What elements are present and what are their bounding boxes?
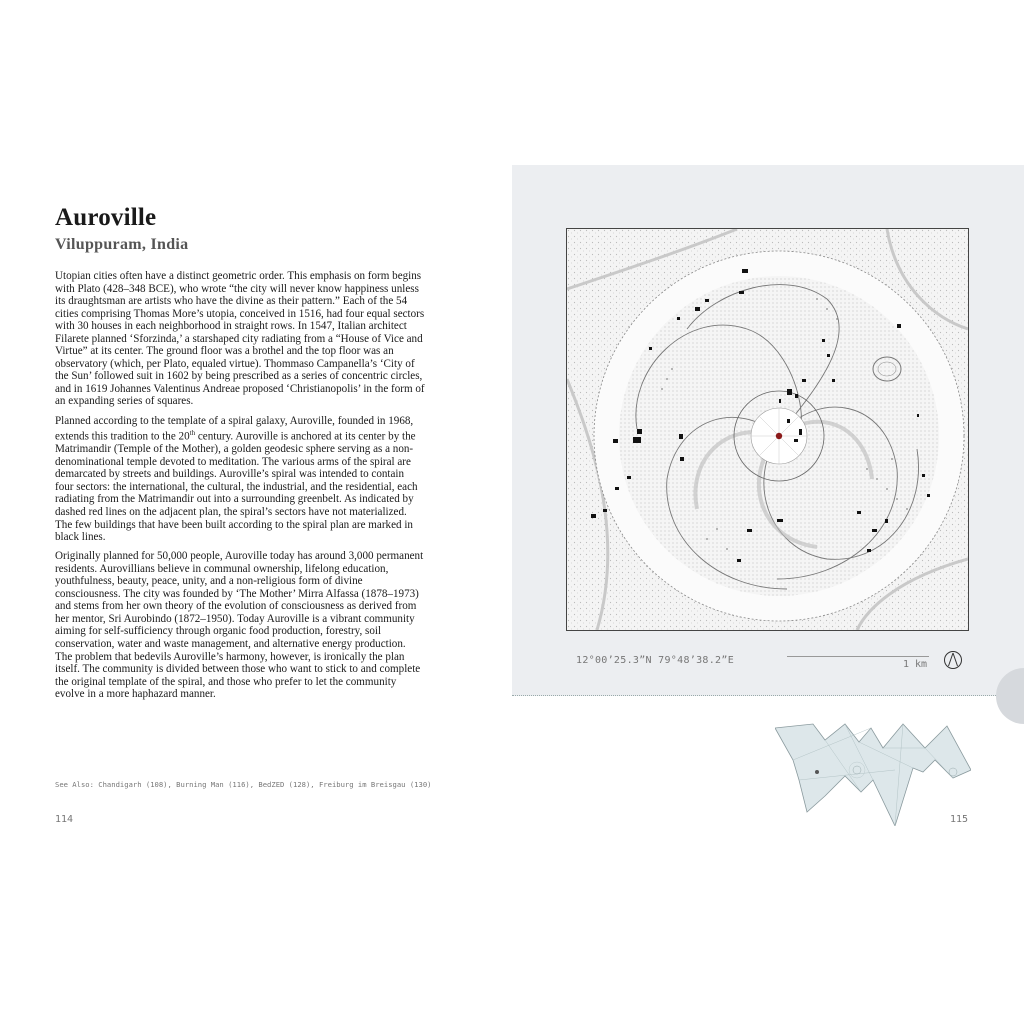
ordinal-suffix: th: [189, 429, 196, 438]
world-locator-map: [775, 720, 971, 826]
paragraph-2-end: century. Auroville is anchored at its center by the Matrimandir (Temple of the Mother), a golden geodesic sphere serving as a non-denominational temple devoted to meditation. The various arms of the spiral are demarcated by streets and buildings. Auroville’s spiral was intended to contain four sectors: the international, the cultural, the industrial, and the residential, each radiating from the Matrimandir out into a surrounding greenbelt. As indicated by dashed red lines on the adjacent plan, the spiral’s sectors have not materialized. The few buildings that have been built according to the spiral plan are marked in black lines.: [55, 430, 418, 544]
scale-bar: [787, 656, 929, 657]
page-number-right: 115: [950, 814, 969, 825]
paragraph-3: Originally planned for 50,000 people, Auroville today has around 3,000 permanent residents. Aurovillians believe in communal ownership, lifelong education, youthfulness, beauty, peace, unity, and a non-religious form of divine consciousness. The city was founded by ‘The Mother’ Mirra Alfassa (1878–1973) and stems from her own theory of the evolution of consciousness as derived from her mentor, Sri Aurobindo (1872–1950). Today Auroville is a vibrant community aiming for self-sufficiency through organic food production, forestry, soil conservation, water and waste management, and alternative energy production. The problem that bedevils Auroville’s harmony, however, is ironically the plan itself. The community is divided between those who want to stick to and complete the original template of the spiral, and those who prefer to let the community evolve in a more haphazard manner.: [55, 550, 424, 701]
matrimandir-marker: [776, 433, 782, 439]
page-subtitle: Viluppuram, India: [55, 236, 189, 253]
location-marker: [815, 770, 819, 774]
map-coordinates: 12°00’25.3”N 79°48’38.2”E: [576, 655, 735, 666]
paragraph-2-start: Planned according to the template of a spiral galaxy, Auroville, founded in 1968, extends this tradition to the 20: [55, 414, 414, 443]
paragraph-1: Utopian cities often have a distinct geometric order. This emphasis on form begins with Plato (428–348 BCE), who wrote “the city will never know happiness unless its draughtsman are artists who have the divine as their pattern.” Each of the 54 cities comprising Thomas More’s utopia, conceived in 1516, had four equal sectors with 30 houses in each neighborhood in straight rows. In 1547, Italian architect Filarete planned ‘Sforzinda,’ a starshaped city radiating from a “House of Vice and Virtue” at its center. The ground floor was a brothel and the top floor was an observatory (which, per Plato, equaled virtue). Thommaso Campanella’s ‘City of the Sun’ followed suit in 1602 by being prescribed as a series of concentric circles, and in 1619 Johannes Valentinus Andreae proposed ‘Christianopolis’ in the form of an expanding series of squares.: [55, 270, 425, 408]
north-arrow-icon: [943, 650, 963, 670]
see-also-references: See Also: Chandigarh (108), Burning Man (116), BedZED (128), Freiburg im Breisgau (130): [55, 780, 432, 789]
city-plan-drawing: [567, 229, 968, 630]
scale-label: 1 km: [903, 659, 928, 670]
locator-polyhedron: [775, 724, 971, 826]
city-plan-map: [566, 228, 969, 631]
page-title: Auroville: [55, 204, 157, 231]
page-number-left: 114: [55, 814, 74, 825]
paragraph-2: [55, 415, 425, 544]
body-text: [55, 270, 425, 707]
